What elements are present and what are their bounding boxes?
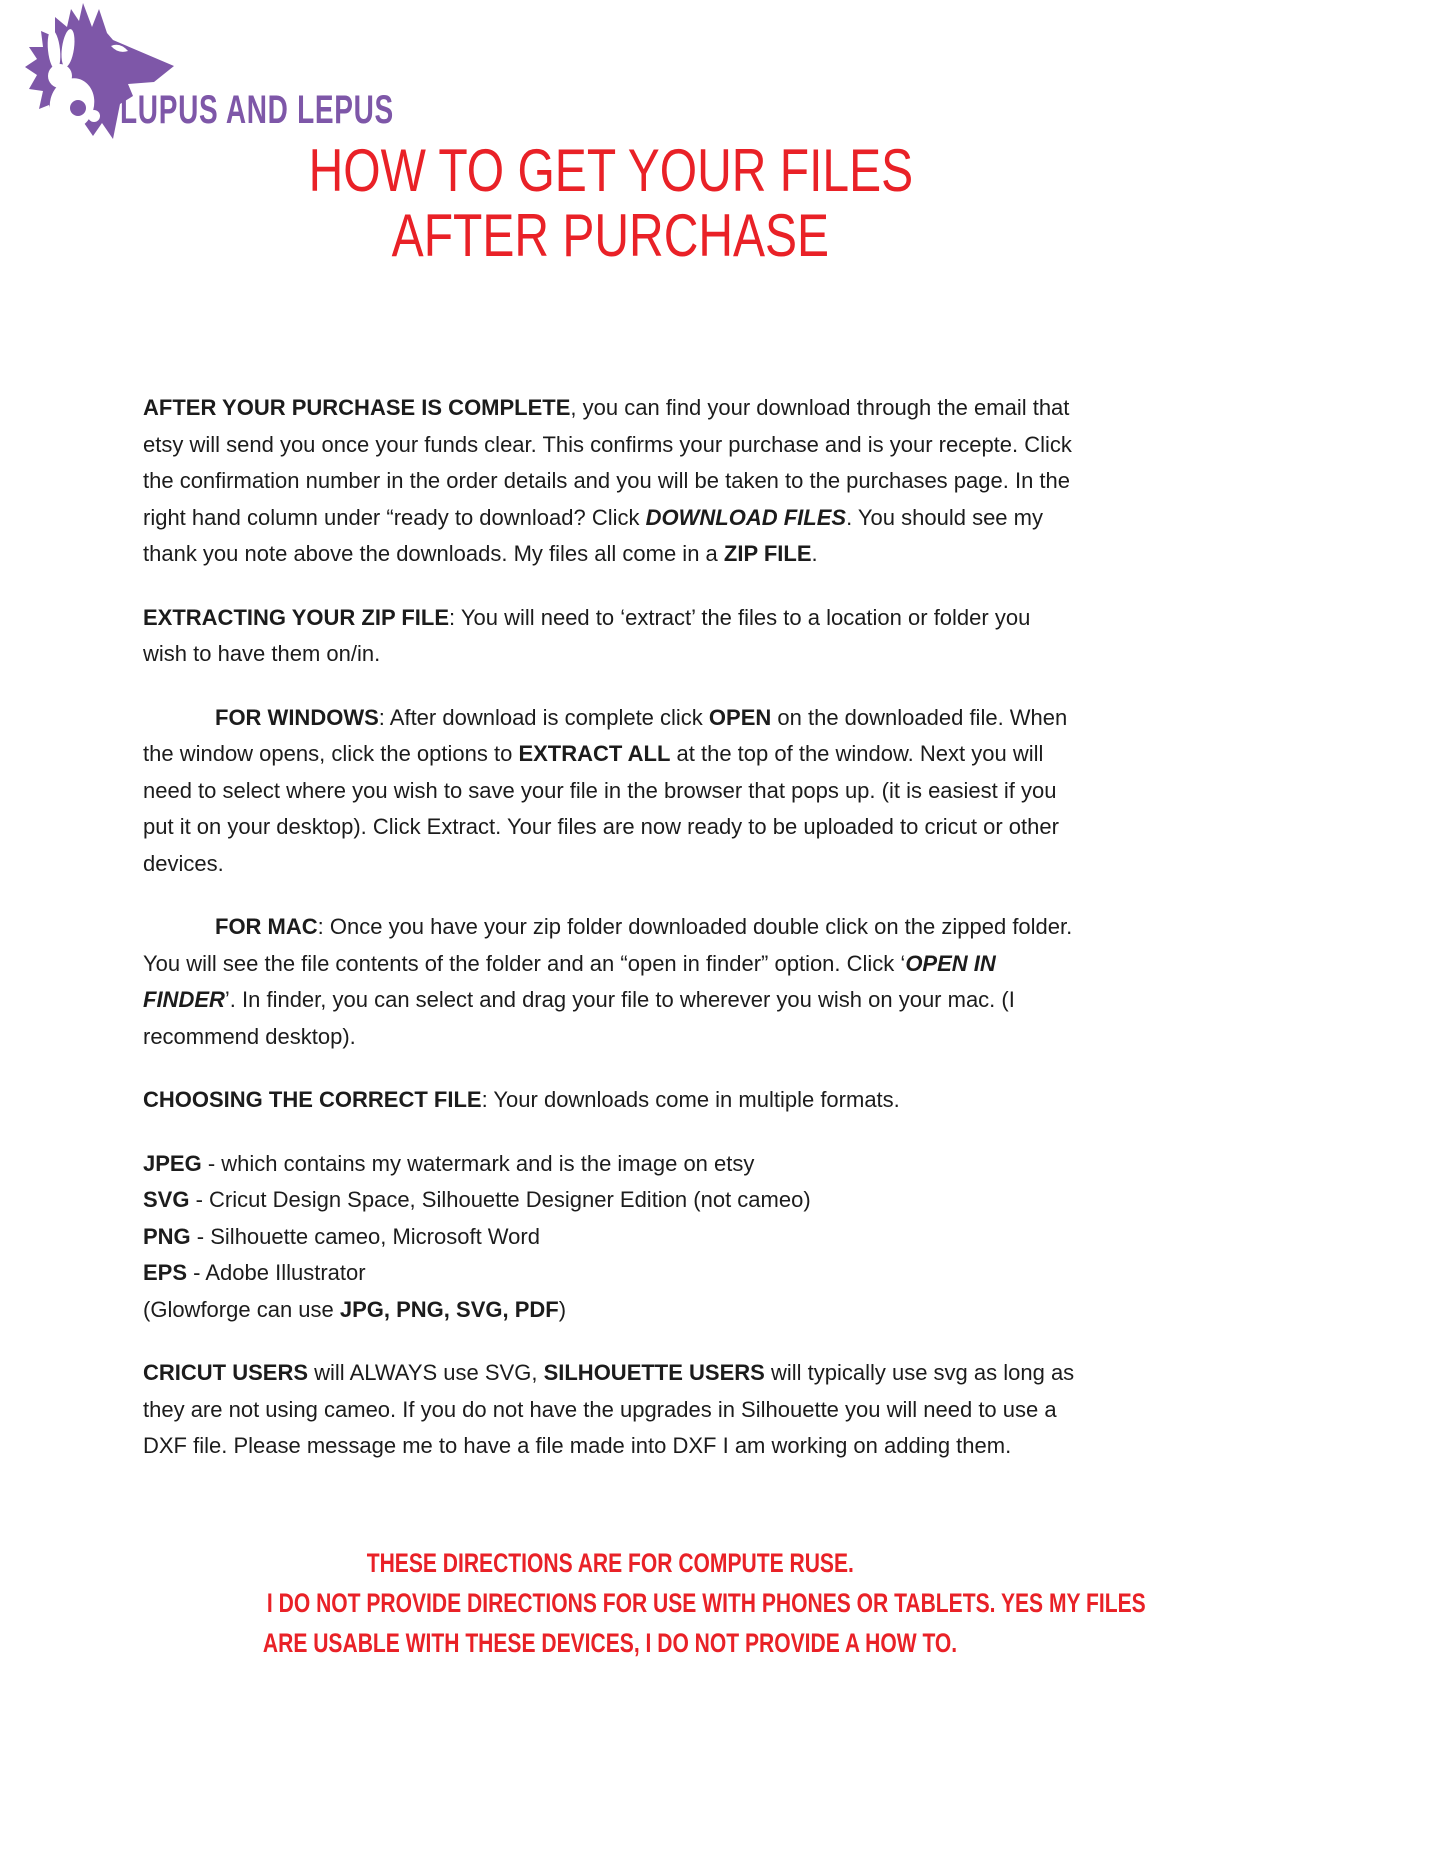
paragraph: EPS - Adobe Illustrator (143, 1260, 366, 1285)
brand-logo (16, 2, 416, 142)
brand-name: LUPUS AND LEPUS (120, 88, 394, 132)
footer-line: THESE DIRECTIONS ARE FOR COMPUTE RUSE. (366, 1548, 855, 1578)
footer-line: I DO NOT PROVIDE DIRECTIONS FOR USE WITH PHONES OR TABLETS. YES MY FILES (266, 1588, 1146, 1618)
paragraph: CRICUT USERS will ALWAYS use SVG, SILHOUETTE USERS will typically use svg as long as they are not using cameo. If you do not have the upgrades in Silhouette you will need to use a DXF file. Please message me to have a file made into DXF I am working on adding them. (143, 1360, 1075, 1458)
paragraph: SVG - Cricut Design Space, Silhouette Designer Edition (not cameo) (143, 1187, 811, 1212)
page-title (143, 138, 1078, 268)
paragraph: FOR MAC: Once you have your zip folder downloaded double click on the zipped folder. You will see the file contents of the folder and an “open in finder” option. Click ‘OPEN IN FINDER’. In finder, you can select and drag your file to wherever you wish on your mac. (I recommend desktop). (143, 914, 1073, 1049)
paragraph: CHOOSING THE CORRECT FILE: Your downloads come in multiple formats. (143, 1087, 900, 1112)
paragraph: EXTRACTING YOUR ZIP FILE: You will need to ‘extract’ the files to a location or folder you wish to have them on/in. (143, 604, 1031, 666)
body-text (143, 390, 1078, 1492)
paragraph: JPEG - which contains my watermark and is the image on etsy (143, 1150, 755, 1176)
footer-line: ARE USABLE WITH THESE DEVICES, I DO NOT PROVIDE A HOW TO. (263, 1628, 958, 1658)
page-title-line-2: AFTER PURCHASE (391, 202, 830, 269)
page-title-line-1: HOW TO GET YOUR FILES (308, 137, 913, 204)
footer-notice (143, 1543, 1146, 1663)
paragraph: FOR WINDOWS: After download is complete click OPEN on the downloaded file. When the window opens, click the options to EXTRACT ALL at the top of the window. Next you will need to select where you wish to save your file in the browser that pops up. (it is easiest if you put it on your desktop). Click Extract. Your files are now ready to be uploaded to cricut or other devices. (143, 704, 1068, 876)
paragraph: PNG - Silhouette cameo, Microsoft Word (143, 1223, 540, 1249)
paragraph: (Glowforge can use JPG, PNG, SVG, PDF) (143, 1296, 567, 1322)
paragraph: AFTER YOUR PURCHASE IS COMPLETE, you can find your download through the email that etsy will send you once your funds clear. This confirms your purchase and is your recepte. Click the confirmation number in the order details and you will be taken to the purchases page. In the right hand column under “ready to download? Click DOWNLOAD FILES. You should see my thank you note above the downloads. My files all come in a ZIP FILE. (143, 395, 1072, 566)
